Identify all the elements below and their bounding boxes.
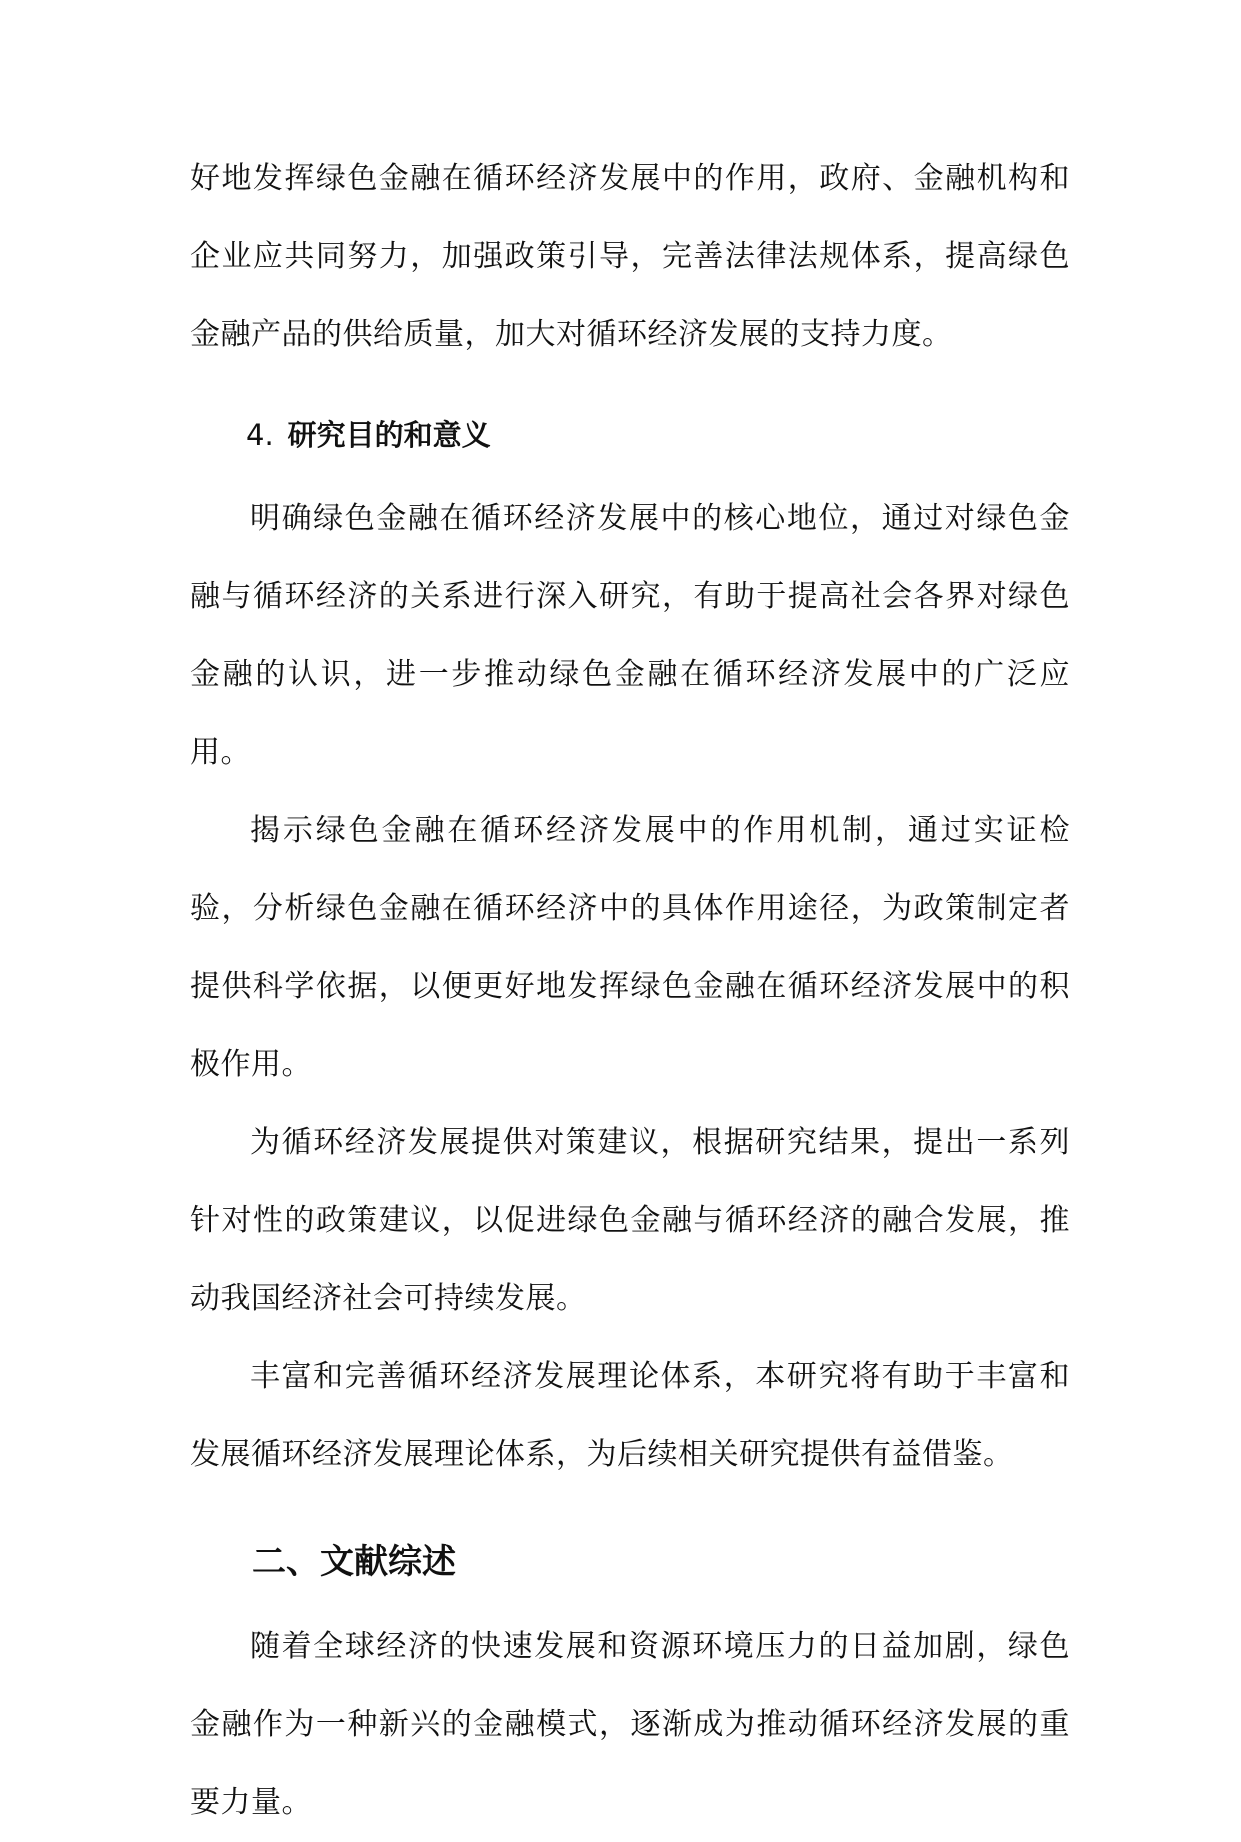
paragraph-literature-review: 随着全球经济的快速发展和资源环境压力的日益加剧，绿色金融作为一种新兴的金融模式，逐渐成为推动循环经济发展的重要力量。	[190, 1629, 1070, 1820]
section-heading: 二、文献综述	[252, 1542, 456, 1582]
paragraph-purpose-1: 明确绿色金融在循环经济发展中的核心地位，通过对绿色金融与循环经济的关系进行深入研究，有助于提高社会各界对绿色金融的认识，进一步推动绿色金融在循环经济发展中的广泛应用。	[190, 501, 1070, 770]
paragraph-continuation: 好地发挥绿色金融在循环经济发展中的作用，政府、金融机构和企业应共同努力，加强政策引导，完善法律法规体系，提高绿色金融产品的供给质量，加大对循环经济发展的支持力度。	[190, 161, 1070, 352]
document-body	[190, 140, 1070, 1842]
paragraph-purpose-4: 丰富和完善循环经济发展理论体系，本研究将有助于丰富和发展循环经济发展理论体系，为后续相关研究提供有益借鉴。	[190, 1359, 1070, 1472]
paragraph-purpose-3: 为循环经济发展提供对策建议，根据研究结果，提出一系列针对性的政策建议，以促进绿色金融与循环经济的融合发展，推动我国经济社会可持续发展。	[190, 1125, 1070, 1316]
subsection-title: 研究目的和意义	[287, 418, 491, 452]
paragraph-purpose-2: 揭示绿色金融在循环经济发展中的作用机制，通过实证检验，分析绿色金融在循环经济中的具体作用途径，为政策制定者提供科学依据，以便更好地发挥绿色金融在循环经济发展中的积极作用。	[190, 813, 1070, 1082]
subsection-heading	[190, 396, 1070, 474]
subsection-number: 4.	[246, 418, 274, 452]
